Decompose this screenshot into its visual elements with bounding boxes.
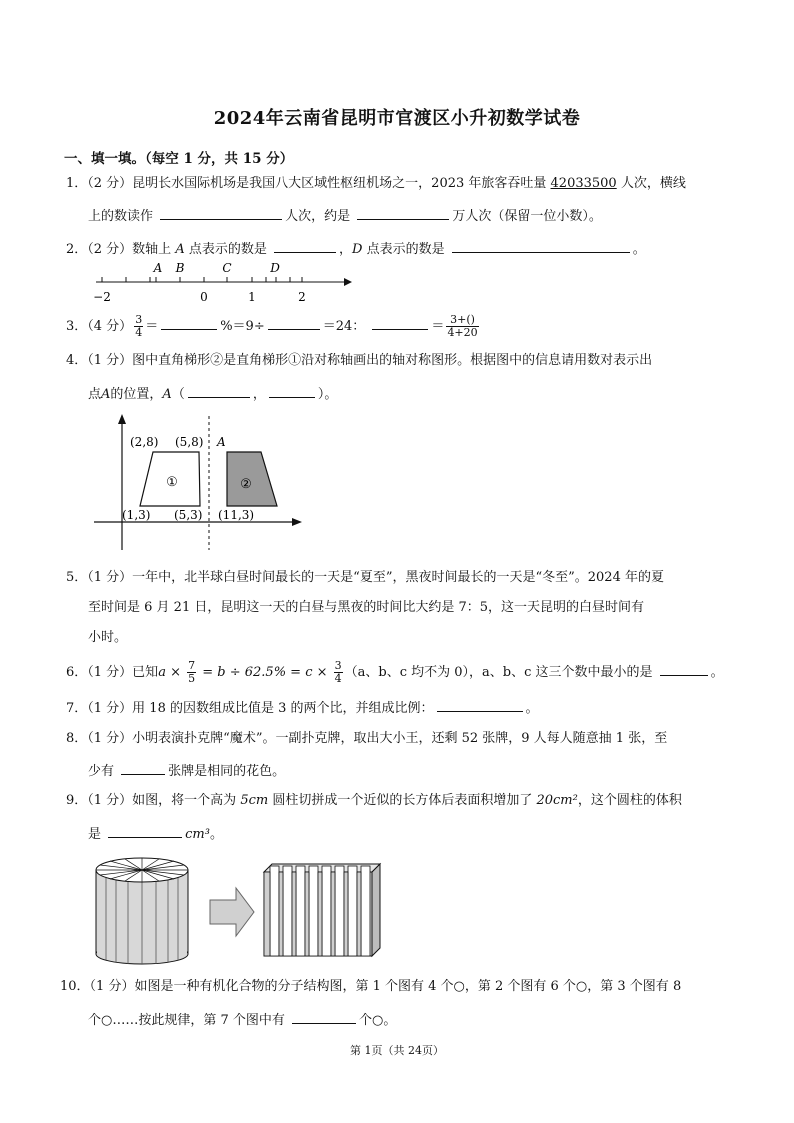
- answer-blank-q4a[interactable]: [188, 383, 250, 398]
- page-footer: 第 1页（共 24页）: [350, 1044, 444, 1057]
- number-line: [90, 258, 360, 308]
- answer-blank-q1a[interactable]: [160, 205, 282, 220]
- q3-text-2: %＝9÷: [220, 319, 265, 334]
- fraction-3-4: $\frac{3}{4}$: [135, 313, 143, 339]
- question-5-line-3: 小时。: [88, 630, 128, 645]
- q3-eq-2: ＝: [431, 319, 445, 334]
- cuboid-icon: [264, 864, 380, 956]
- q6-text: 6．（1 分）已知: [66, 665, 159, 680]
- question-4-line-1: 4．（1 分）图中直角梯形②是直角梯形①沿对称轴画出的轴对称图形。根据图中的信息请用数对表示出: [66, 353, 653, 368]
- fraction-expression: $\frac{3+()}{4+20}$: [447, 313, 478, 339]
- q10-end: 个○。: [359, 1013, 397, 1028]
- question-5-line-2: 至时间是 6 月 21 日，昆明这一天的白昼与黑夜的时间比大约是 7：5，这一天昆明的白昼时间有: [88, 600, 645, 615]
- q9-text: 9．（1 分）如图，将一个高为: [66, 793, 241, 808]
- q1-text-end: 人次，横线: [616, 176, 686, 191]
- q2-comma: ，: [339, 242, 353, 257]
- fraction-7-5: $\frac{7}{5}$: [188, 659, 196, 685]
- section-heading: 一、填一填。（每空 1 分，共 15 分）: [64, 151, 294, 167]
- q6-end: 。: [710, 665, 724, 680]
- right-arrow-icon: [210, 888, 254, 936]
- q1-text-2: 上的数读作: [88, 209, 154, 224]
- coord-label-2-8: (2,8): [130, 435, 159, 449]
- answer-blank-q8[interactable]: [121, 760, 165, 775]
- question-8-line-2: [88, 760, 285, 781]
- trapezoid-figure: [90, 412, 305, 554]
- cylinder-to-cuboid-figure: [88, 850, 388, 970]
- q9-text-3: ，这个圆柱的体积: [577, 793, 682, 808]
- q9-end: 。: [209, 827, 223, 842]
- q7-end: 。: [525, 701, 539, 716]
- q2-var-d: D: [352, 242, 363, 257]
- answer-blank-q2b[interactable]: [452, 238, 630, 253]
- q1-number: 42033500: [550, 176, 617, 191]
- q2-var-a: A: [175, 242, 185, 257]
- q2-text: 2．（2 分）数轴上: [66, 242, 172, 257]
- q9-unit: cm³: [185, 827, 210, 842]
- point-label-b: B: [175, 261, 185, 275]
- coord-label-5-8: (5,8): [175, 435, 204, 449]
- point-label-d: D: [270, 261, 280, 275]
- question-7: [66, 697, 539, 718]
- answer-blank-q4b[interactable]: [269, 383, 315, 398]
- cylinder-icon: [96, 858, 188, 964]
- q2-text-2: 点表示的数是: [188, 242, 267, 257]
- q7-text: 7．（1 分）用 18 的因数组成比值是 3 的两个比，并组成比例：: [66, 701, 434, 716]
- answer-blank-q2a[interactable]: [274, 238, 336, 253]
- question-1-line-2: [88, 205, 602, 226]
- answer-blank-q1b[interactable]: [357, 205, 449, 220]
- question-2: [66, 238, 646, 259]
- answer-blank-q3a[interactable]: [161, 315, 217, 330]
- question-9-line-2: [88, 823, 223, 844]
- q4-comma: ，: [252, 387, 266, 402]
- q4-paren: （: [171, 387, 185, 402]
- point-a-label: A: [217, 435, 226, 449]
- q9-text-2: 圆柱切拼成一个近似的长方体后表面积增加了: [268, 793, 537, 808]
- q2-end: 。: [632, 242, 646, 257]
- q6-expr-2: = b ÷ 62.5% = c ×: [198, 665, 332, 680]
- q8-text: 少有: [88, 764, 115, 779]
- coord-label-5-3: (5,3): [174, 508, 203, 522]
- q6-text-2: （a、b、c 均不为 0），a、b、c 这三个数中最小的是: [344, 665, 653, 680]
- q4-end: ）。: [317, 387, 338, 402]
- q3-eq: ＝: [145, 319, 159, 334]
- question-10-line-2: [88, 1009, 396, 1030]
- q1-text: 1．（2 分）昆明长水国际机场是我国八大区域性枢纽机场之一，2023 年旅客吞吐量: [66, 176, 551, 191]
- tick-label-2: 2: [298, 290, 306, 304]
- question-3: [66, 314, 481, 339]
- coord-label-11-3: (11,3): [218, 508, 255, 522]
- question-6: [66, 660, 724, 685]
- q3-text-3: ＝24：: [322, 319, 366, 334]
- answer-blank-q7[interactable]: [437, 697, 523, 712]
- answer-blank-q9[interactable]: [108, 823, 182, 838]
- q10-text: 个○……按此规律，第 7 个图中有: [88, 1013, 285, 1028]
- q4-var-2: A: [162, 387, 172, 402]
- question-8-line-1: 8．（1 分）小明表演扑克牌“魔术”。一副扑克牌，取出大小王，还剩 52 张牌，9 人每人随意抽 1 张，至: [66, 731, 668, 746]
- answer-blank-q3b[interactable]: [268, 315, 320, 330]
- q3-text: 3．（4 分）: [66, 319, 133, 334]
- question-9-line-1: [66, 792, 682, 810]
- question-1-line-1: [66, 175, 686, 193]
- q1-text-3: 人次，约是: [285, 209, 351, 224]
- q9-area: 20cm²: [536, 793, 578, 808]
- shape-label-1: ①: [166, 475, 178, 490]
- page-title: 2024年云南省昆明市官渡区小升初数学试卷: [213, 108, 581, 129]
- fraction-3-4-b: $\frac{3}{4}$: [334, 659, 342, 685]
- q4-text-2: 的位置，: [110, 387, 163, 402]
- q9-text-4: 是: [88, 827, 102, 842]
- point-label-a: A: [153, 261, 163, 275]
- q2-text-3: 点表示的数是: [366, 242, 445, 257]
- answer-blank-q3c[interactable]: [372, 315, 428, 330]
- tick-label-1: 1: [248, 290, 256, 304]
- q8-text-2: 张牌是相同的花色。: [168, 764, 286, 779]
- answer-blank-q6[interactable]: [660, 661, 708, 676]
- q6-expr-1: a ×: [158, 665, 186, 680]
- coord-label-1-3: (1,3): [122, 508, 151, 522]
- question-10-line-1: 10．（1 分）如图是一种有机化合物的分子结构图，第 1 个图有 4 个○，第 2 个图有 6 个○，第 3 个图有 8: [60, 979, 682, 994]
- trapezoid-2: [227, 452, 277, 506]
- shape-label-2: ②: [240, 477, 252, 492]
- question-4-line-2: [88, 383, 337, 404]
- q4-var: A: [101, 387, 111, 402]
- point-label-c: C: [222, 261, 232, 275]
- answer-blank-q10[interactable]: [292, 1009, 356, 1024]
- tick-label-neg2: −2: [93, 290, 111, 304]
- q1-text-4: 万人次（保留一位小数）。: [452, 209, 602, 224]
- tick-label-0: 0: [200, 290, 208, 304]
- q4-text: 点: [88, 387, 102, 402]
- q9-height: 5cm: [240, 793, 269, 808]
- question-5-line-1: 5．（1 分）一年中，北半球白昼时间最长的一天是“夏至”，黑夜时间最长的一天是“冬至”。2024 年的夏: [66, 570, 664, 585]
